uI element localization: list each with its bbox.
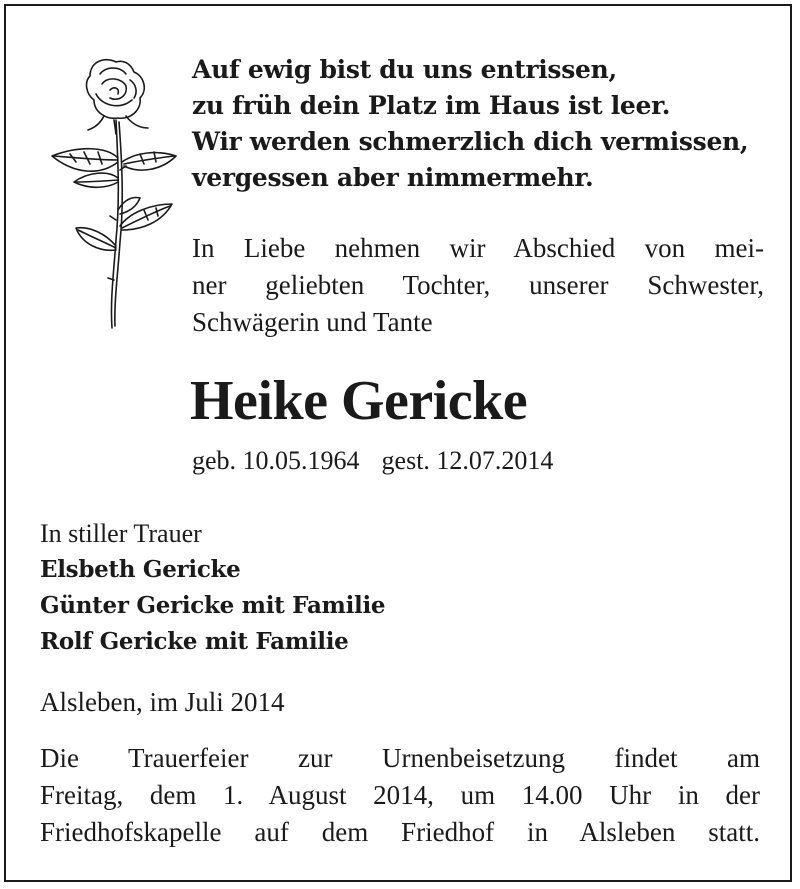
service-line: Die Trauerfeier zur Urnenbeisetzung findet am: [40, 743, 760, 773]
intro-text: [192, 230, 764, 341]
mourners-block: [40, 516, 540, 660]
life-dates: [192, 444, 553, 478]
service-line: Friedhofskapelle auf dem Friedhof in Alsleben statt.: [40, 817, 760, 847]
death-date: gest. 12.07.2014: [381, 446, 554, 475]
poem-line: vergessen aber nimmermehr.: [192, 163, 594, 192]
mourner-name: Elsbeth Gericke: [40, 556, 241, 583]
poem-line: Auf ewig bist du uns entrissen,: [192, 55, 617, 84]
rose-icon: [44, 50, 184, 335]
place-date: Alsleben, im Juli 2014: [40, 687, 285, 717]
deceased-name: Heike Gericke: [190, 370, 528, 432]
intro-line: ner geliebten Tochter, unserer Schwester,: [192, 270, 764, 300]
intro-line: Schwägerin und Tante: [192, 307, 433, 337]
mourner-name: Rolf Gericke mit Familie: [40, 628, 349, 655]
intro-line: In Liebe nehmen wir Abschied von mei-: [192, 233, 764, 263]
poem-line: zu früh dein Platz im Haus ist leer.: [192, 91, 671, 120]
mourner-name: Günter Gericke mit Familie: [40, 592, 386, 619]
poem-line: Wir werden schmerzlich dich vermissen,: [192, 127, 749, 156]
mourners-heading: In stiller Trauer: [40, 519, 202, 548]
service-info: [40, 740, 760, 851]
birth-date: geb. 10.05.1964: [192, 446, 360, 475]
service-line: Freitag, dem 1. August 2014, um 14.00 Uhr in der: [40, 780, 760, 810]
poem: [192, 52, 762, 196]
